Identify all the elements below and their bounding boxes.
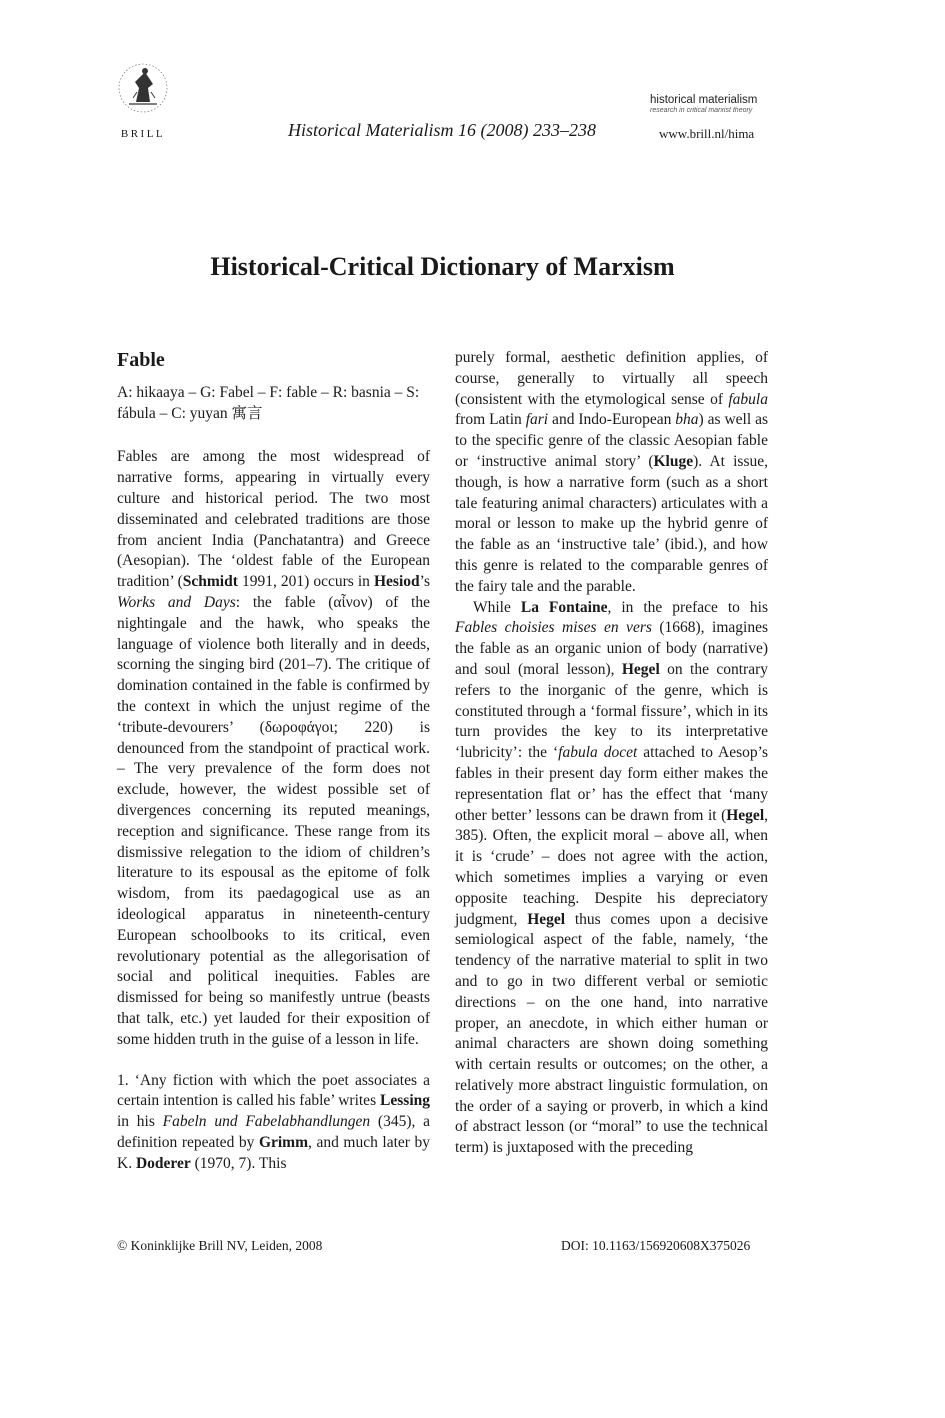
- author-ref: Doderer: [135, 1154, 191, 1172]
- journal-brand: [650, 94, 768, 114]
- work-title: Fables choisies mises en vers: [455, 619, 652, 637]
- right-column: [455, 348, 768, 1159]
- language-equivalents: A: hikaaya – G: Fabel – F: fable – R: basnia – S: fábula – C: yuyan 寓言: [117, 383, 420, 422]
- work-title: Fabeln und Fabelabhandlungen: [162, 1113, 371, 1131]
- author-ref: Hegel: [527, 910, 566, 928]
- brill-logo: [112, 58, 174, 140]
- journal-brand-tagline: research in critical marxist theory: [650, 107, 753, 114]
- author-ref: Lessing: [380, 1092, 430, 1110]
- paragraph-hegel: While La Fontaine, in the preface to his Fables choisies mises en vers (1668), imagines the fable as an organic union of body (narrative) and soul (moral lesson), Hegel on the contrary refers to the inorganic of the genre, which is constituted through a ‘formal fissure’, which in its turn provides the key to its interpretative ‘lubricity’: the ‘fabula docet attached to Aesop’s fables in their present day form either makes the representation flat or’ has the effect that ‘many other better’ lessons can be drawn from it (Hegel, 385). Often, the explicit moral – above all, when it is ‘crude’ – does not agree with the action, which sometimes implies a varying or even opposite teaching. Despite his depreciatory judgment, Hegel thus comes upon a decisive semiological aspect of the fable, namely, ‘the tendency of the narrative material to split in two and to go in two different verbal or semiotic directions – on the one hand, into narrative proper, an anecdote, in which either human or animal characters are shown doing something with certain results or outcomes; on the other, a relatively more abstract linguistic formulation, on the order of a saying or proverb, in which a kind of abstract lesson (or “moral” to use the technical term) is juxtaposed with the preceding: [455, 598, 768, 1157]
- entry-heading: Fable: [117, 349, 165, 371]
- doi[interactable]: DOI: 10.1163/156920608X375026: [561, 1238, 751, 1253]
- paragraph-section-1: 1. ‘Any fiction with which the poet associates a certain intention is called his fable’ writes Lessing in his Fabeln und Fabelabhandlungen (345), a definition repeated by Grimm, and much later by K. Doderer (1970, 7). This: [117, 1071, 430, 1172]
- paragraph-section-1-continued: purely formal, aesthetic definition applies, of course, generally to virtually all speech (consistent with the etymological sense of fabula from Latin fari and Indo-European bha) as well as to the specific genre of the classic Aesopian fable or ‘instructive animal story’ (Kluge). At issue, though, is how a narrative form (such as a short tale featuring animal characters) articulates with a moral or lesson to make up the hybrid genre of the fable as an ‘instructive tale’ (ibid.), and how this genre is related to the comparable genres of the fairy tale and the parable.: [455, 349, 769, 595]
- work-title: Works and Days: [117, 593, 236, 611]
- author-ref: La Fontaine: [520, 598, 608, 616]
- journal-reference: Historical Materialism 16 (2008) 233–238: [288, 120, 596, 140]
- page-title: Historical-Critical Dictionary of Marxism: [210, 252, 675, 281]
- publisher-name: BRILL: [120, 128, 166, 140]
- journal-url[interactable]: www.brill.nl/hima: [659, 126, 755, 141]
- left-column: [117, 348, 430, 1174]
- journal-brand-name: historical materialism: [650, 94, 758, 106]
- author-ref: Hegel: [726, 806, 765, 824]
- author-ref: Kluge: [653, 452, 694, 470]
- brill-emblem-icon: [115, 58, 171, 120]
- author-ref: Hesiod: [374, 573, 420, 591]
- author-ref: Schmidt: [182, 573, 238, 591]
- copyright-notice: © Koninklijke Brill NV, Leiden, 2008: [117, 1238, 323, 1253]
- author-ref: Grimm: [258, 1133, 309, 1151]
- author-ref: Hegel: [621, 660, 660, 678]
- paragraph-intro: Fables are among the most widespread of narrative forms, appearing in virtually every culture and historical period. The two most disseminated and celebrated traditions are those from ancient India (Panchatantra) and Greece (Aesopian). The ‘oldest fable of the European tradition’ (Schmidt 1991, 201) occurs in Hesiod’s Works and Days: the fable (αἶνον) of the nightingale and the hawk, who speaks the language of violence both literally and in deeds, scorning the singing bird (201–7). The critique of domination contained in the fable is confirmed by the context in which the unjust regime of the ‘tribute-devourers’ (δωροφάγοι; 220) is denounced from the standpoint of practical work. – The very prevalence of the form does not exclude, however, the widest possible set of divergences concerning its reputed meanings, reception and significance. These range from its dismissive relegation to the idiom of children’s literature to its espousal as the epitome of folk wisdom, from its paedagogical use as an ideological apparatus in nineteenth-century European schoolbooks to its critical, even revolutionary potential as the allegorisation of social and political inequities. Fables are dismissed for being so manifestly untrue (beasts that talk, etc.) yet lauded for their exposition of some hidden truth in the guise of a lesson in life.: [117, 448, 430, 1048]
